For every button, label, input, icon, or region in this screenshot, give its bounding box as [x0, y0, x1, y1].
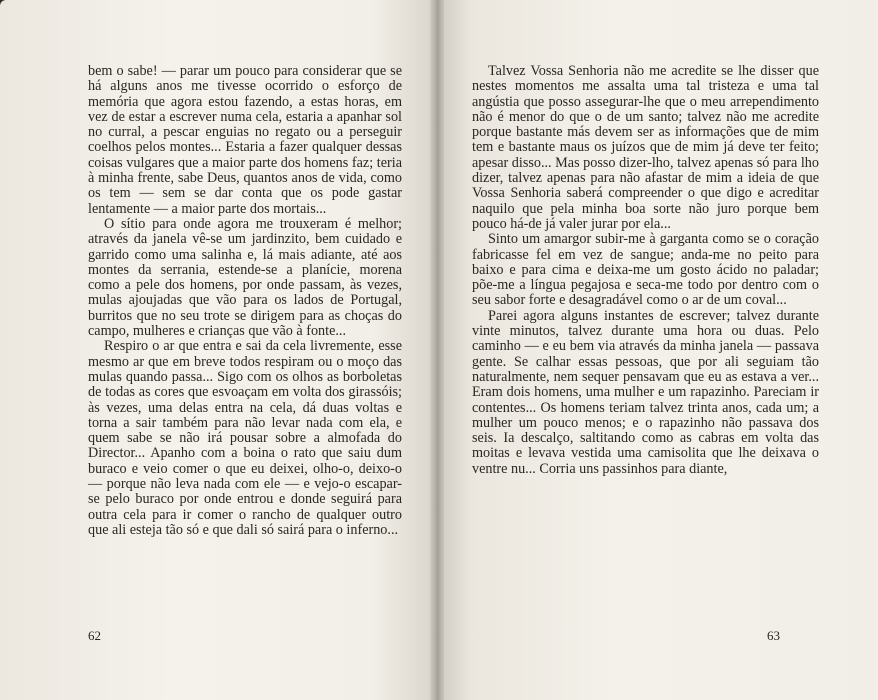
page-number: 63	[767, 628, 780, 643]
book-gutter	[430, 0, 444, 700]
left-page-text	[88, 64, 402, 538]
paragraph: Parei agora alguns instantes de escrever; talvez durante vinte minutos, talvez durante uma hora ou duas. Pelo caminho — e eu bem via através da minha janela — passava gente. Se calhar essas pessoas, que por ali seguiam tão naturalmente, nem sequer pensavam que eu as estava a ver... Eram dois homens, uma mulher e um rapazinho. Pareciam ir contentes... Os homens teriam talvez trinta anos, cada um; a mulher um pouco menos; e o rapazinho não passava dos seis. Ia descalço, saltitando como as cabras em volta das moitas e levava vestida uma camisolita que lhe deixava o ventre nu... Corria uns passinhos para diante,	[472, 307, 819, 477]
paragraph: bem o sabe! — parar um pouco para considerar que se há alguns anos me tivesse ocorrido o esforço de memória que agora estou fazendo, a estas horas, em vez de estar a escrever numa cela, estaria a apanhar sol no curral, a pescar enguias no regato ou a perseguir coelhos pelos montes... Estaria a fazer qualquer dessas coisas vulgares que a maior parte dos homens faz; teria à minha frente, sabe Deus, quantos anos de vida, como os tem — sem se dar conta que os pode gastar lentamente — a maior parte dos mortais...	[88, 63, 402, 217]
paragraph: Sinto um amargor subir-me à garganta como se o coração fabricasse fel em vez de sangue; anda-me no peito para baixo e para cima e deixa-me um gosto ácido no paladar; põe-me a língua pegajosa e seca-me todo por dentro com o seu sabor forte e desagradável como o ar de um coval...	[472, 231, 819, 309]
page-number: 62	[88, 628, 101, 643]
paragraph: Talvez Vossa Senhoria não me acredite se lhe disser que nestes momentos me assalta uma tal tristeza e uma tal angústia que posso assegurar-lhe que o meu arrependimento não é menor do que o de um santo; talvez não me acredite porque bastante más devem ser as informações que de mim tem e bastante maus os juízos que de mim já deve ter feito; apesar disso... Mas posso dizer-lho, talvez apenas só para lho dizer, talvez apenas para não afastar de mim a ideia de que Vossa Senhoria saberá compreender o que digo e acreditar naquilo que pela minha boa sorte não juro porque bem pouco há-de já valer jurar por ela...	[472, 63, 819, 232]
left-page	[0, 0, 437, 700]
paragraph: O sítio para onde agora me trouxeram é melhor; através da janela vê-se um jardinzito, bem cuidado e garrido como uma salinha e, lá mais adiante, até aos montes da serrania, estende-se a planície, morena como a pele dos homens, por onde passam, às vezes, mulas ajoujadas que vão para os lados de Portugal, burritos que no seu trote se dirigem para as choças do campo, mulheres e crianças que vão à fonte...	[88, 215, 402, 340]
paragraph: Respiro o ar que entra e sai da cela livremente, esse mesmo ar que em breve todos respiram ou o moço das mulas quando passa... Sigo com os olhos as borboletas de todas as cores que esvoaçam em volta dos girassóis; às vezes, uma delas entra na cela, dá duas voltas e torna a sair também para não levar nada com ela, e quem sabe se não irá pousar sobre a almofada do Director... Apanho com a boina o rato que saiu dum buraco e veio comer o que eu deixei, olho-o, deixo-o — porque não leva nada com ele — e vejo-o escapar-se pelo buraco por onde entrou e donde seguirá para outra cela para ir comer o rancho de qualquer outro que ali esteja tão só e que dali só sairá para o inferno...	[88, 338, 402, 538]
right-page-text	[472, 64, 819, 477]
right-page	[437, 0, 878, 700]
